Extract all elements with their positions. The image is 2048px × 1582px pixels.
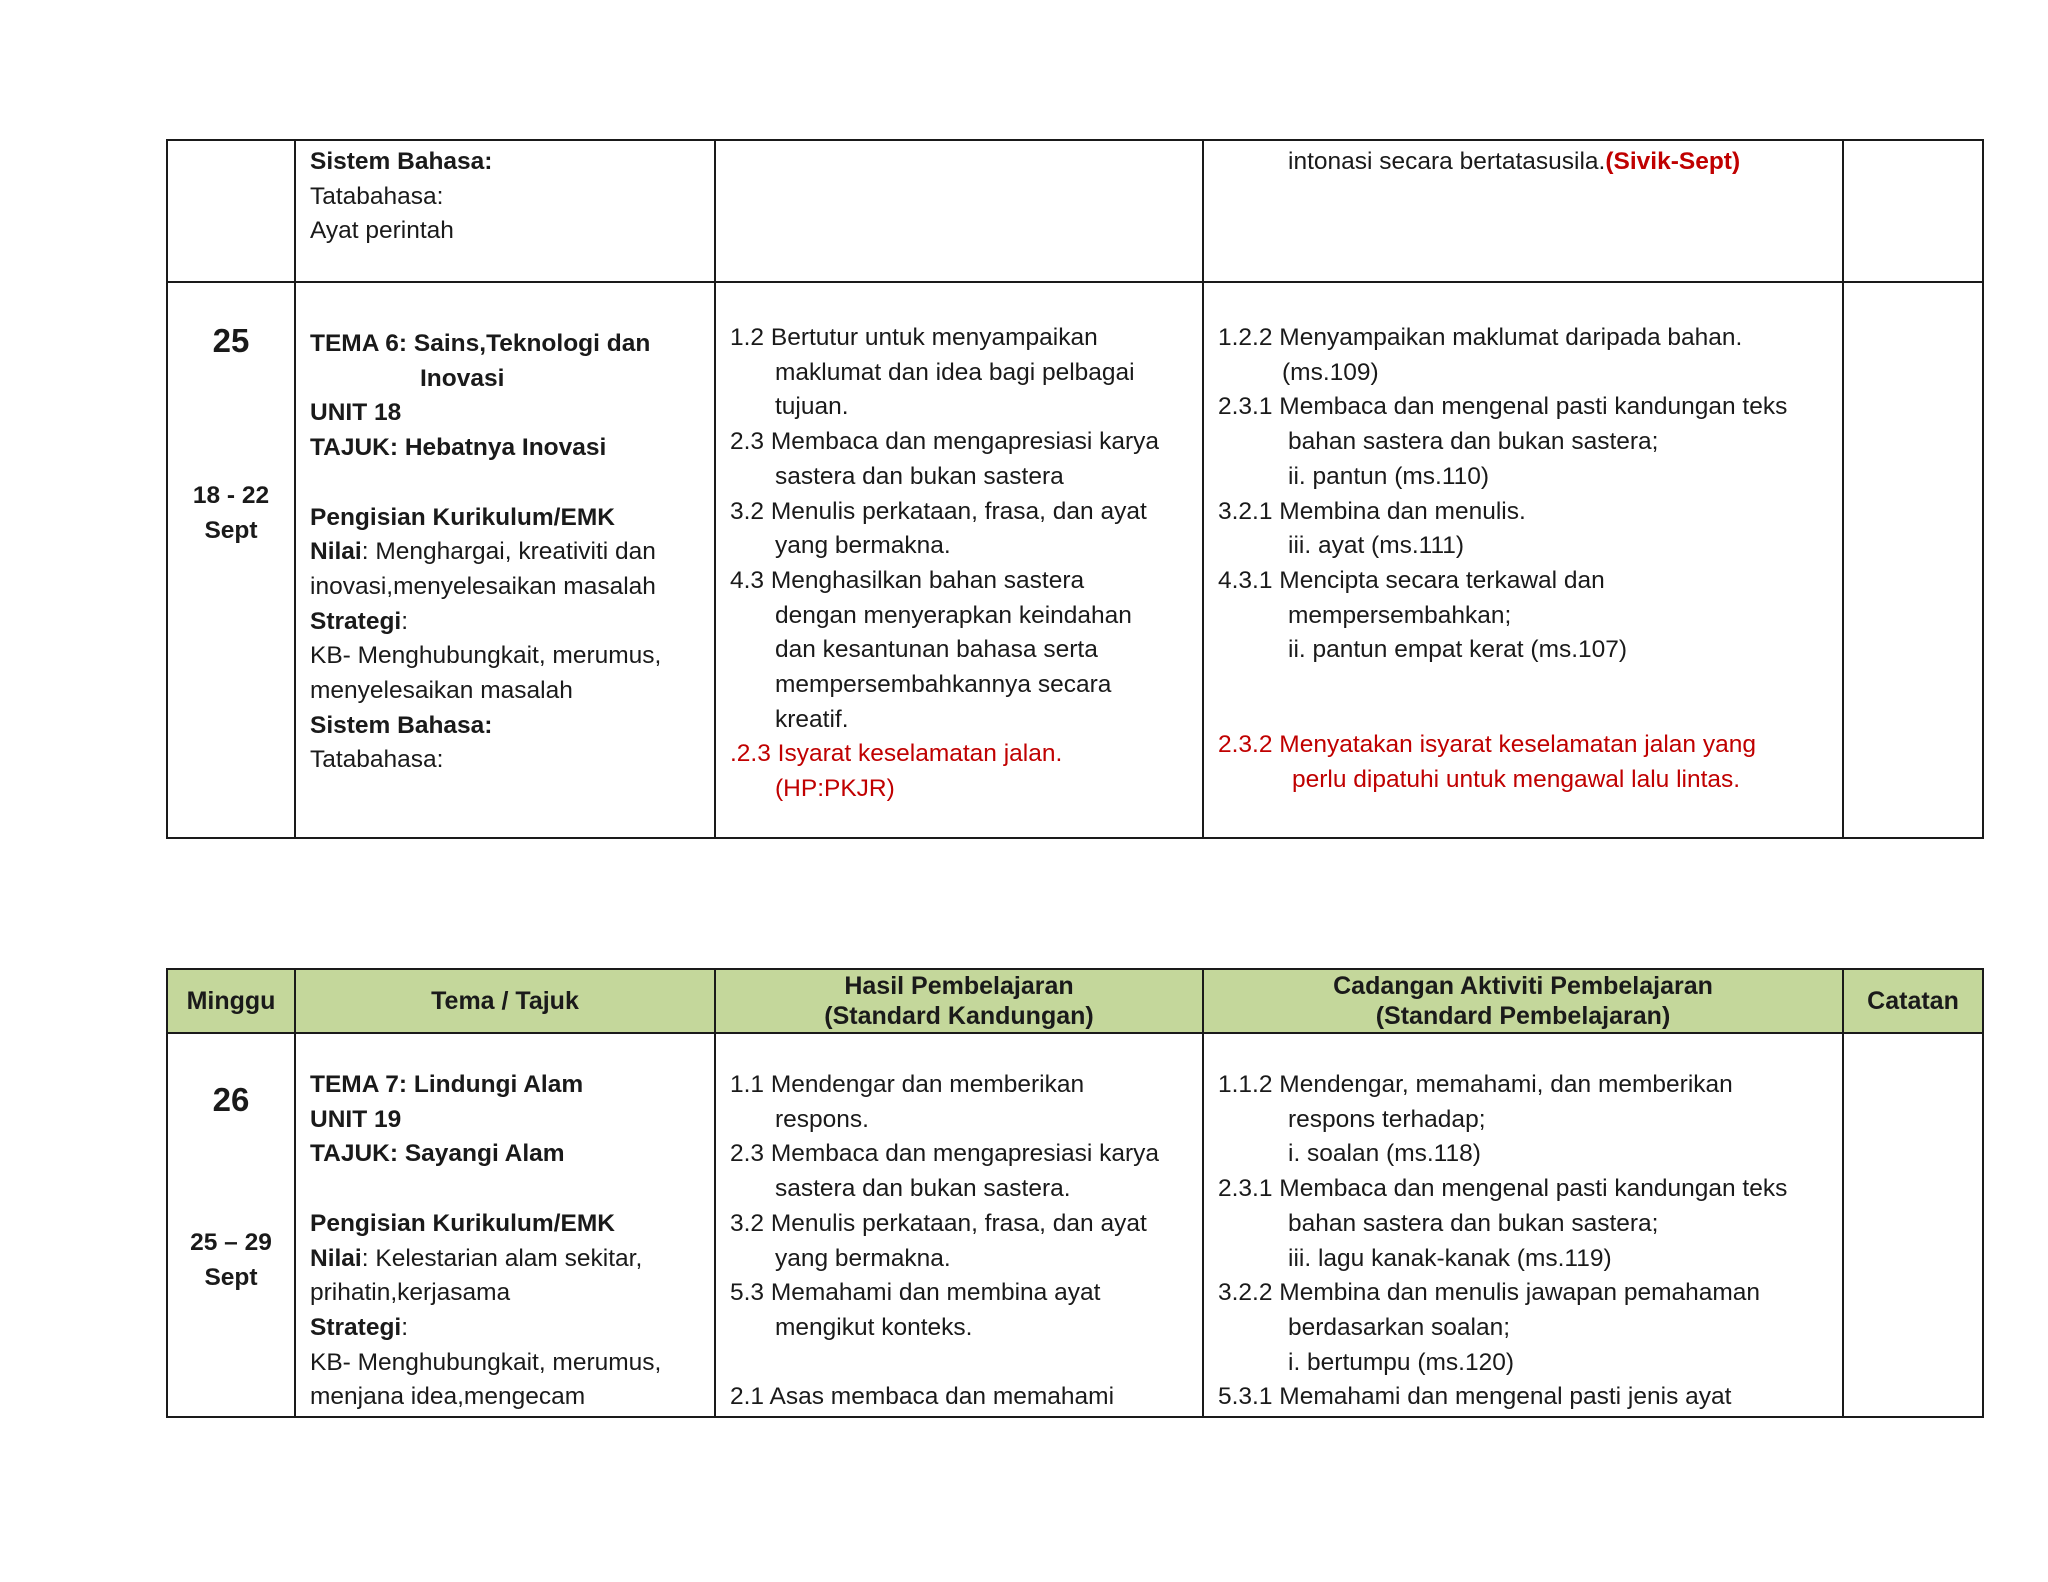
strategi-line (310, 605, 700, 640)
strategi-label: Strategi (310, 1313, 402, 1341)
cadangan-pkjr-item-cont: perlu dipatuhi untuk mengawal lalu lintas. (1292, 765, 1741, 793)
nilai-line (310, 1242, 700, 1277)
header-cadangan-aktiviti (1203, 969, 1843, 1033)
kurikulum-heading: Pengisian Kurikulum/EMK (310, 503, 615, 531)
tajuk-label: TAJUK: Sayangi Alam (310, 1140, 565, 1168)
header-tema-tajuk: Tema / Tajuk (295, 969, 715, 1033)
hasil-item: 2.3 Membaca dan mengapresiasi karya (730, 1140, 1159, 1168)
cadangan-item: 5.3.1 Memahami dan mengenal pasti jenis ayat (1218, 1383, 1732, 1411)
header-cadangan-title: Cadangan Aktiviti Pembelajaran (1333, 972, 1713, 1000)
rpt-table-week-26 (166, 968, 1984, 1418)
hasil-item-cont: mengikut konteks. (775, 1313, 973, 1341)
hasil-item-cont: respons. (775, 1105, 869, 1133)
header-hasil-subtitle: (Standard Kandungan) (824, 1002, 1094, 1030)
hasil-item: 1.2 Bertutur untuk menyampaikan (730, 324, 1098, 351)
strategi-text-cont: menyelesaikan masalah (310, 677, 573, 705)
intonasi-text: intonasi secara bertatasusila. (1288, 148, 1606, 175)
cadangan-item-cont: (ms.109) (1282, 358, 1379, 386)
hasil-item-cont: maklumat dan idea bagi pelbagai (775, 358, 1135, 386)
week-dates-range: 18 - 22 (192, 482, 270, 509)
cell-cadangan-25 (1203, 282, 1843, 838)
cell-minggu-26 (167, 1033, 295, 1417)
cadangan-item: 2.3.1 Membaca dan mengenal pasti kandungan teks (1218, 1175, 1788, 1203)
strategi-text: KB- Menghubungkait, merumus, (310, 1348, 662, 1376)
header-hasil-pembelajaran (715, 969, 1203, 1033)
cadangan-item: 3.2.2 Membina dan menulis jawapan pemahaman (1218, 1279, 1761, 1307)
cadangan-item-cont: bahan sastera dan bukan sastera; (1288, 428, 1659, 456)
kurikulum-heading: Pengisian Kurikulum/EMK (310, 1209, 615, 1237)
hasil-pkjr-item: .2.3 Isyarat keselamatan jalan. (730, 740, 1063, 768)
unit-label: UNIT 19 (310, 1105, 402, 1133)
hasil-item: 2.3 Membaca dan mengapresiasi karya (730, 428, 1159, 456)
hasil-item: 5.3 Memahami dan membina ayat (730, 1279, 1101, 1307)
unit-label: UNIT 18 (310, 399, 402, 427)
cadangan-item: 1.2.2 Menyampaikan maklumat daripada bahan. (1218, 324, 1743, 351)
nilai-label: Nilai (310, 1244, 362, 1272)
sistem-bahasa-label: Sistem Bahasa: (310, 711, 493, 739)
cadangan-subitem: ii. pantun empat kerat (ms.107) (1288, 636, 1628, 664)
week-number: 25 (212, 322, 250, 359)
cell-tema-25 (295, 282, 715, 838)
cell-cadangan-continuation (1203, 140, 1843, 282)
ayat-perintah-text: Ayat perintah (310, 217, 454, 245)
cell-hasil-26 (715, 1033, 1203, 1417)
cell-catatan-empty (1843, 140, 1983, 282)
week-number: 26 (212, 1081, 250, 1118)
tatabahasa-label: Tatabahasa: (310, 746, 444, 774)
header-catatan: Catatan (1843, 969, 1983, 1033)
strategi-text: KB- Menghubungkait, merumus, (310, 642, 662, 670)
rpt-table-continuation (166, 139, 1984, 839)
cadangan-item: 2.3.1 Membaca dan mengenal pasti kandungan teks (1218, 393, 1788, 421)
header-minggu: Minggu (167, 969, 295, 1033)
nilai-text: : Menghargai, kreativiti dan (361, 538, 656, 566)
hasil-item-cont: tujuan. (775, 393, 849, 421)
nilai-line (310, 535, 700, 570)
hasil-item-cont: sastera dan bukan sastera. (775, 1175, 1071, 1203)
intonasi-line (1218, 145, 1828, 180)
theme-title: TEMA 6: Sains,Teknologi dan (310, 330, 651, 357)
cell-catatan-26 (1843, 1033, 1983, 1417)
hasil-item: 2.1 Asas membaca dan memahami (730, 1383, 1115, 1411)
week-dates-month: Sept (204, 1263, 258, 1291)
cell-cadangan-26 (1203, 1033, 1843, 1417)
cadangan-subitem: iii. lagu kanak-kanak (ms.119) (1288, 1244, 1612, 1272)
header-hasil-title: Hasil Pembelajaran (844, 972, 1074, 1000)
cadangan-subitem: i. soalan (ms.118) (1288, 1140, 1481, 1168)
sivik-sept-tag: (Sivik-Sept) (1605, 148, 1741, 175)
cadangan-item-cont: mempersembahkan; (1288, 601, 1512, 629)
cadangan-subitem: iii. ayat (ms.111) (1288, 532, 1465, 560)
hasil-item-cont: mempersembahkannya secara (775, 671, 1112, 699)
hasil-item-cont: dengan menyerapkan keindahan (775, 601, 1132, 629)
table-row-continuation (167, 140, 1983, 282)
strategi-colon: : (401, 607, 409, 635)
table-header-row (167, 969, 1983, 1033)
cadangan-item: 3.2.1 Membina dan menulis. (1218, 497, 1526, 525)
cell-catatan-25 (1843, 282, 1983, 838)
cadangan-subitem: ii. pantun (ms.110) (1288, 462, 1490, 490)
cadangan-subitem: i. bertumpu (ms.120) (1288, 1348, 1515, 1376)
tatabahasa-label: Tatabahasa: (310, 182, 444, 210)
nilai-text-cont: prihatin,kerjasama (310, 1279, 511, 1307)
hasil-item-cont: kreatif. (775, 705, 849, 733)
hasil-item-cont: dan kesantunan bahasa serta (775, 636, 1098, 664)
cadangan-item: 4.3.1 Mencipta secara terkawal dan (1218, 566, 1605, 594)
theme-title-cont: Inovasi (420, 364, 505, 392)
cell-minggu-25 (167, 282, 295, 838)
strategi-text-cont: menjana idea,mengecam (310, 1383, 586, 1411)
cadangan-item-cont: respons terhadap; (1288, 1105, 1486, 1133)
hasil-item: 4.3 Menghasilkan bahan sastera (730, 566, 1085, 594)
strategi-colon: : (401, 1313, 409, 1341)
hasil-item-cont: yang bermakna. (775, 532, 951, 560)
strategi-line (310, 1311, 700, 1346)
cadangan-item-cont: bahan sastera dan bukan sastera; (1288, 1209, 1659, 1237)
week-dates-month: Sept (204, 516, 258, 544)
hasil-item-cont: yang bermakna. (775, 1244, 951, 1272)
hasil-item-cont: sastera dan bukan sastera (775, 462, 1064, 490)
cadangan-pkjr-item: 2.3.2 Menyatakan isyarat keselamatan jalan yang (1218, 731, 1756, 759)
cell-tema-continuation (295, 140, 715, 282)
cadangan-item-cont: berdasarkan soalan; (1288, 1313, 1511, 1341)
header-cadangan-subtitle: (Standard Pembelajaran) (1375, 1002, 1671, 1030)
table-row-week-25 (167, 282, 1983, 838)
hasil-item: 1.1 Mendengar dan memberikan (730, 1071, 1085, 1098)
cell-minggu-empty (167, 140, 295, 282)
cell-tema-26 (295, 1033, 715, 1417)
week-dates-range: 25 – 29 (190, 1229, 272, 1256)
cell-hasil-25 (715, 282, 1203, 838)
nilai-text: : Kelestarian alam sekitar, (361, 1244, 643, 1272)
hasil-pkjr-tag: (HP:PKJR) (775, 775, 895, 803)
tajuk-label: TAJUK: Hebatnya Inovasi (310, 434, 607, 462)
strategi-label: Strategi (310, 607, 402, 635)
hasil-item: 3.2 Menulis perkataan, frasa, dan ayat (730, 1209, 1147, 1237)
sistem-bahasa-label: Sistem Bahasa: (310, 148, 493, 175)
table-row-week-26 (167, 1033, 1983, 1417)
theme-title: TEMA 7: Lindungi Alam (310, 1071, 584, 1098)
hasil-item: 3.2 Menulis perkataan, frasa, dan ayat (730, 497, 1147, 525)
cadangan-item: 1.1.2 Mendengar, memahami, dan memberikan (1218, 1071, 1733, 1098)
nilai-label: Nilai (310, 538, 362, 566)
cell-hasil-empty (715, 140, 1203, 282)
nilai-text-cont: inovasi,menyelesaikan masalah (310, 572, 656, 600)
